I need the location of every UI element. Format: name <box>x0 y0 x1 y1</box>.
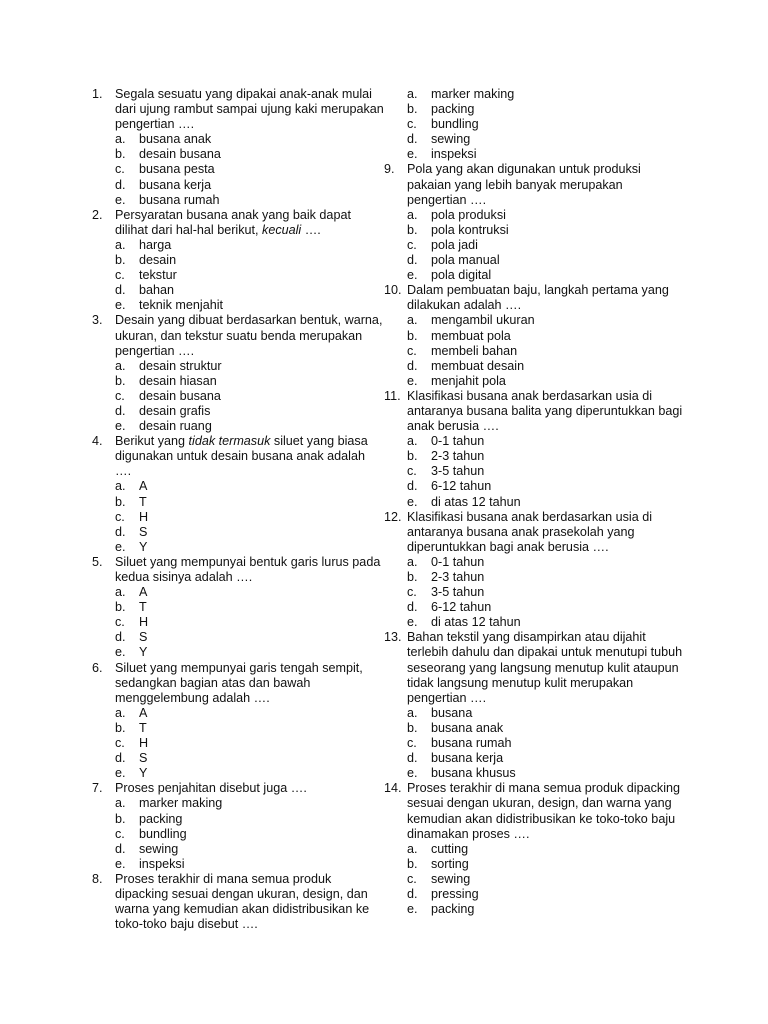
option-item <box>384 555 684 570</box>
option-text: packing <box>431 102 475 117</box>
option-letter: e. <box>407 902 418 917</box>
option-letter: a. <box>115 237 126 252</box>
option-item <box>92 630 384 645</box>
option-text: busana <box>431 705 473 720</box>
question-number: 9. <box>384 162 395 177</box>
question-number: 7. <box>92 781 103 796</box>
option-text: desain <box>139 253 177 268</box>
option-letter: c. <box>407 117 417 132</box>
option-text: menjahit pola <box>431 373 506 388</box>
option-item <box>384 842 684 857</box>
option-letter: e. <box>115 419 126 434</box>
option-text: S <box>139 524 148 539</box>
option-text: busana rumah <box>431 736 512 751</box>
option-text: sewing <box>139 841 179 856</box>
option-letter: a. <box>407 313 418 328</box>
question-number: 1. <box>92 87 103 101</box>
option-letter: a. <box>407 434 418 449</box>
option-letter: a. <box>407 87 418 101</box>
option-text: sewing <box>431 871 471 886</box>
question-text-part: Persyaratan busana anak yang baik dapat dilihat dari hal-hal berikut, <box>115 207 351 237</box>
option-text: Y <box>139 645 148 660</box>
option-text: packing <box>431 902 475 917</box>
left-column <box>92 87 384 932</box>
option-letter: b. <box>115 373 126 388</box>
question-14 <box>384 781 684 841</box>
options-list <box>92 238 384 313</box>
option-text: sewing <box>431 132 471 147</box>
option-item <box>384 147 684 162</box>
option-item <box>92 404 384 419</box>
question-text-part: siluet yang biasa digunakan untuk desain busana anak adalah …. <box>115 434 368 479</box>
option-item <box>92 178 384 193</box>
option-item <box>384 374 684 389</box>
option-letter: c. <box>407 464 417 479</box>
option-text: teknik menjahit <box>139 298 223 313</box>
option-text: desain grafis <box>139 403 211 418</box>
option-text: H <box>139 509 149 524</box>
option-item <box>92 253 384 268</box>
option-letter: d. <box>407 479 418 494</box>
question-number: 10. <box>384 283 402 298</box>
option-item <box>92 419 384 434</box>
option-text: 6-12 tahun <box>431 600 492 615</box>
options-list <box>92 359 384 434</box>
option-item <box>384 495 684 510</box>
option-letter: e. <box>115 766 126 781</box>
option-letter: b. <box>407 328 418 343</box>
option-letter: c. <box>407 343 417 358</box>
question-text: Siluet yang mempunyai bentuk garis lurus pada kedua sisinya adalah …. <box>115 554 381 584</box>
option-item <box>384 706 684 721</box>
option-letter: c. <box>407 736 417 751</box>
option-item <box>92 479 384 494</box>
option-letter: d. <box>407 600 418 615</box>
option-letter: d. <box>115 524 126 539</box>
question-12 <box>384 510 684 555</box>
question-11 <box>384 389 684 434</box>
option-item <box>384 132 684 147</box>
option-item <box>92 842 384 857</box>
question-number: 6. <box>92 660 103 675</box>
question-text: Klasifikasi busana anak berdasarkan usia di antaranya busana balita yang diperuntukkan bagi anak berusia …. <box>407 388 683 434</box>
option-text: 2-3 tahun <box>431 570 485 584</box>
option-item <box>384 615 684 630</box>
options-list <box>92 132 384 207</box>
option-item <box>384 736 684 751</box>
option-item <box>384 344 684 359</box>
option-item <box>384 434 684 449</box>
question-text: Proses terakhir di mana semua produk dipacking sesuai dengan ukuran, design, dan warna yang kemudian akan didistribusikan ke toko-toko baju disebut …. <box>115 871 370 932</box>
option-item <box>92 510 384 525</box>
option-letter: d. <box>407 253 418 268</box>
option-item <box>92 736 384 751</box>
options-list <box>384 313 684 388</box>
option-text: desain struktur <box>139 358 222 373</box>
option-item <box>384 102 684 117</box>
option-text: 0-1 tahun <box>431 554 485 569</box>
option-item <box>384 902 684 917</box>
option-item <box>384 751 684 766</box>
option-item <box>384 87 684 102</box>
options-list-question-8 <box>384 87 684 162</box>
option-letter: c. <box>115 268 125 283</box>
option-text: S <box>139 630 148 645</box>
option-letter: c. <box>407 585 417 600</box>
option-letter: e. <box>115 645 126 660</box>
option-item <box>92 827 384 842</box>
option-text: pola digital <box>431 268 492 283</box>
option-item <box>384 479 684 494</box>
option-letter: b. <box>407 449 418 464</box>
question-number: 2. <box>92 207 103 222</box>
option-letter: d. <box>407 132 418 147</box>
option-letter: e. <box>407 766 418 781</box>
option-letter: a. <box>115 132 126 147</box>
option-item <box>92 359 384 374</box>
option-text: H <box>139 736 149 751</box>
question-3 <box>92 313 384 358</box>
option-letter: c. <box>115 162 125 177</box>
option-item <box>384 600 684 615</box>
option-letter: e. <box>407 494 418 509</box>
option-text: T <box>139 720 147 735</box>
option-letter: d. <box>115 403 126 418</box>
question-1 <box>92 87 384 132</box>
option-text: inspeksi <box>431 147 477 162</box>
option-text: busana anak <box>431 720 504 735</box>
option-letter: b. <box>115 811 126 826</box>
question-text: Segala sesuatu yang dipakai anak-anak mulai dari ujung rambut sampai ujung kaki merupakan pengertian …. <box>115 87 384 132</box>
option-item <box>384 887 684 902</box>
option-text: di atas 12 tahun <box>431 494 521 509</box>
option-letter: a. <box>115 479 126 494</box>
question-text: Desain yang dibuat berdasarkan bentuk, warna, ukuran, dan tekstur suatu benda merupakan pengertian …. <box>115 313 383 358</box>
options-list <box>92 796 384 871</box>
option-item <box>92 812 384 827</box>
option-letter: a. <box>115 705 126 720</box>
option-item <box>384 857 684 872</box>
option-letter: c. <box>115 388 125 403</box>
option-item <box>92 751 384 766</box>
option-text: mengambil ukuran <box>431 313 535 328</box>
question-text <box>115 434 384 479</box>
options-list <box>92 585 384 660</box>
option-item <box>92 132 384 147</box>
option-letter: e. <box>115 298 126 313</box>
option-letter: d. <box>115 751 126 766</box>
option-letter: a. <box>407 841 418 856</box>
question-number: 8. <box>92 871 103 886</box>
option-item <box>92 540 384 555</box>
question-4 <box>92 434 384 479</box>
option-text: A <box>139 585 148 600</box>
question-10 <box>384 283 684 313</box>
question-number: 3. <box>92 313 103 328</box>
option-letter: b. <box>407 720 418 735</box>
question-text-part: …. <box>301 222 321 237</box>
option-item <box>92 238 384 253</box>
question-number: 5. <box>92 554 103 569</box>
option-letter: a. <box>407 705 418 720</box>
option-item <box>92 585 384 600</box>
option-text: 2-3 tahun <box>431 449 485 464</box>
option-text: desain ruang <box>139 419 212 434</box>
option-item <box>92 600 384 615</box>
option-letter: d. <box>115 177 126 192</box>
option-item <box>92 283 384 298</box>
option-item <box>92 645 384 660</box>
option-text: busana anak <box>139 132 212 147</box>
option-item <box>92 162 384 177</box>
option-text: bahan <box>139 283 175 298</box>
question-text-part: Berikut yang <box>115 434 189 449</box>
option-text: busana kerja <box>139 177 212 192</box>
right-column <box>384 87 684 917</box>
option-text: Y <box>139 766 148 781</box>
option-letter: c. <box>115 615 125 630</box>
option-letter: c. <box>407 871 417 886</box>
question-text-emphasis: kecuali <box>262 222 302 237</box>
option-item <box>384 449 684 464</box>
option-text: bundling <box>431 117 479 132</box>
option-item <box>92 796 384 811</box>
option-letter: d. <box>407 751 418 766</box>
option-item <box>92 268 384 283</box>
option-text: pola kontruksi <box>431 222 509 237</box>
question-text: Proses penjahitan disebut juga …. <box>115 781 307 796</box>
option-text: bundling <box>139 826 187 841</box>
option-letter: c. <box>115 826 125 841</box>
option-text: membuat pola <box>431 328 511 343</box>
options-list <box>384 555 684 630</box>
question-number: 14. <box>384 781 402 796</box>
option-text: busana khusus <box>431 766 516 781</box>
option-item <box>384 313 684 328</box>
question-text-emphasis: tidak termasuk <box>188 434 271 449</box>
option-item <box>384 585 684 600</box>
option-letter: c. <box>407 237 417 252</box>
option-item <box>384 208 684 223</box>
question-number: 4. <box>92 434 103 449</box>
option-item <box>92 495 384 510</box>
option-text: pola manual <box>431 253 500 268</box>
option-letter: d. <box>115 841 126 856</box>
option-letter: b. <box>407 856 418 871</box>
question-13 <box>384 630 684 705</box>
option-item <box>384 268 684 283</box>
option-text: 3-5 tahun <box>431 464 485 479</box>
question-text <box>115 208 384 238</box>
option-letter: b. <box>115 147 126 162</box>
option-item <box>92 766 384 781</box>
options-list <box>384 842 684 917</box>
option-letter: d. <box>115 630 126 645</box>
question-text: Pola yang akan digunakan untuk produksi pakaian yang lebih banyak merupakan pengertian …. <box>407 162 641 207</box>
option-letter: c. <box>115 736 125 751</box>
option-letter: a. <box>115 585 126 600</box>
question-number: 12. <box>384 509 402 524</box>
option-item <box>92 721 384 736</box>
option-letter: e. <box>407 615 418 630</box>
option-text: harga <box>139 237 172 252</box>
question-number: 13. <box>384 630 402 645</box>
option-letter: b. <box>407 570 418 584</box>
option-letter: d. <box>115 283 126 298</box>
option-text: A <box>139 705 148 720</box>
option-text: busana pesta <box>139 162 215 177</box>
option-text: H <box>139 615 149 630</box>
option-letter: e. <box>407 268 418 283</box>
option-text: sorting <box>431 856 469 871</box>
option-text: 6-12 tahun <box>431 479 492 494</box>
question-text: Bahan tekstil yang disampirkan atau dijahit terlebih dahulu dan dipakai untuk menutupi tubuh seseorang yang langsung menutup kulit ataupun tidak langsung menutup kulit merupakan pengertian …. <box>407 630 683 705</box>
option-item <box>384 238 684 253</box>
option-text: 0-1 tahun <box>431 434 485 449</box>
option-item <box>92 615 384 630</box>
option-letter: e. <box>115 192 126 207</box>
options-list <box>92 706 384 781</box>
option-letter: b. <box>115 720 126 735</box>
option-letter: c. <box>115 509 125 524</box>
option-text: inspeksi <box>139 856 185 871</box>
option-item <box>92 147 384 162</box>
options-list <box>384 208 684 283</box>
question-text: Proses terakhir di mana semua produk dipacking sesuai dengan ukuran, design, dan warna yang kemudian akan didistribusikan ke toko-toko baju dinamakan proses …. <box>407 781 681 841</box>
option-letter: e. <box>407 147 418 162</box>
option-letter: b. <box>407 102 418 117</box>
option-text: desain hiasan <box>139 373 217 388</box>
option-letter: a. <box>407 554 418 569</box>
question-text: Klasifikasi busana anak berdasarkan usia di antaranya busana anak prasekolah yang diperuntukkan bagi anak berusia …. <box>407 509 653 554</box>
option-text: T <box>139 600 147 615</box>
option-item <box>384 766 684 781</box>
option-text: pola produksi <box>431 207 506 222</box>
question-text: Dalam pembuatan baju, langkah pertama yang dilakukan adalah …. <box>407 283 669 313</box>
option-item <box>92 389 384 404</box>
option-text: membuat desain <box>431 358 525 373</box>
option-letter: e. <box>115 539 126 554</box>
option-text: Y <box>139 539 148 554</box>
question-text: Siluet yang mempunyai garis tengah sempit, sedangkan bagian atas dan bawah menggelembung adalah …. <box>115 660 363 705</box>
option-letter: a. <box>115 358 126 373</box>
option-text: A <box>139 479 148 494</box>
option-text: cutting <box>431 841 469 856</box>
option-letter: b. <box>115 494 126 509</box>
options-list <box>92 479 384 554</box>
option-text: marker making <box>139 796 223 811</box>
option-text: 3-5 tahun <box>431 585 485 600</box>
options-list <box>384 706 684 781</box>
option-letter: a. <box>407 207 418 222</box>
option-letter: b. <box>115 600 126 615</box>
option-item <box>384 223 684 238</box>
option-item <box>92 298 384 313</box>
option-letter: d. <box>407 886 418 901</box>
option-item <box>384 359 684 374</box>
option-text: di atas 12 tahun <box>431 615 521 630</box>
option-item <box>92 525 384 540</box>
question-6 <box>92 661 384 706</box>
option-text: S <box>139 751 148 766</box>
option-text: membeli bahan <box>431 343 518 358</box>
option-item <box>384 329 684 344</box>
option-letter: b. <box>407 222 418 237</box>
option-text: busana kerja <box>431 751 504 766</box>
option-item <box>384 117 684 132</box>
option-letter: b. <box>115 253 126 268</box>
option-text: T <box>139 494 147 509</box>
option-item <box>92 374 384 389</box>
option-text: busana rumah <box>139 192 220 207</box>
option-text: marker making <box>431 87 515 101</box>
option-item <box>92 706 384 721</box>
question-2 <box>92 208 384 238</box>
question-9 <box>384 162 684 207</box>
question-8 <box>92 872 384 932</box>
option-item <box>384 721 684 736</box>
option-letter: a. <box>115 796 126 811</box>
option-text: desain busana <box>139 388 221 403</box>
option-item <box>384 872 684 887</box>
option-item <box>92 193 384 208</box>
option-letter: d. <box>407 358 418 373</box>
option-item <box>384 570 684 585</box>
question-number: 11. <box>384 388 401 403</box>
option-item <box>384 464 684 479</box>
question-5 <box>92 555 384 585</box>
option-text: desain busana <box>139 147 221 162</box>
question-7 <box>92 781 384 796</box>
options-list <box>384 434 684 509</box>
option-text: packing <box>139 811 183 826</box>
option-text: pressing <box>431 886 479 901</box>
option-item <box>384 253 684 268</box>
option-letter: e. <box>407 373 418 388</box>
option-item <box>92 857 384 872</box>
option-text: pola jadi <box>431 237 478 252</box>
option-text: tekstur <box>139 268 177 283</box>
option-letter: e. <box>115 856 126 871</box>
